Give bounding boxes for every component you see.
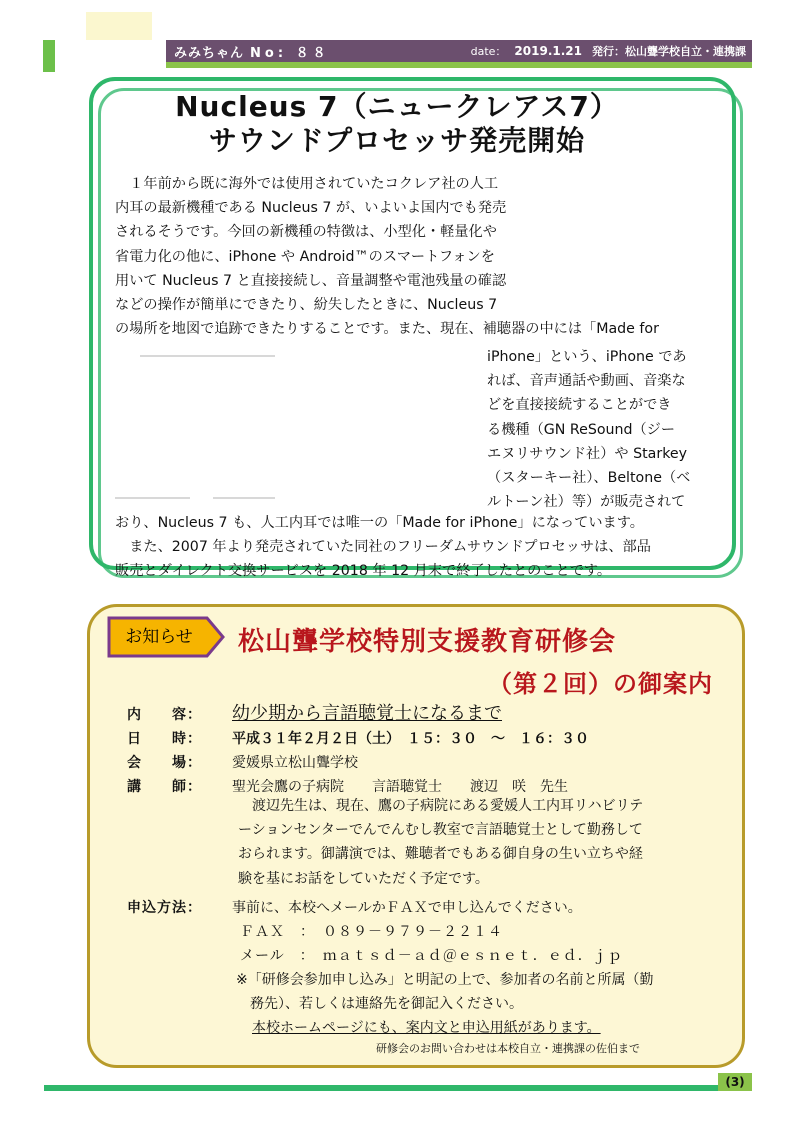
speaker-description	[238, 794, 718, 891]
event-title: 松山聾学校特別支援教育研修会	[238, 627, 617, 657]
article-line: また、2007 年より発売されていた同社のフリーダムサウンドプロセッサは、部品	[115, 539, 651, 556]
article-title-line2: サウンドプロセッサ発売開始	[208, 124, 586, 157]
content-label: 内 容：	[127, 707, 202, 723]
article-line: ルトーン社）等）が販売されて	[487, 494, 686, 511]
issue-number: No: ８８	[250, 45, 330, 61]
desc-line: 験を基にお話をしていただく予定です。	[238, 870, 489, 887]
homepage-note: 本校ホームページにも、案内文と申込用紙があります。	[252, 1020, 601, 1036]
article-wrap-column	[487, 345, 717, 514]
article-line: どを直接接続することができ	[487, 397, 672, 414]
article-line: る機種（GN ReSound（ジー	[487, 421, 676, 438]
issuer: 発行：松山聾学校自立・連携課	[592, 45, 746, 58]
apply-instruction: 事前に、本校へメールかＦＡＸで申し込んでください。	[232, 900, 582, 916]
article-line: 販売とダイレクト交換サービスを 2018 年 12 月末で終了したとのことです。	[115, 563, 612, 580]
header-underline	[166, 62, 752, 68]
article-line: などの操作が簡単にできたり、紛失したときに、Nucleus 7	[115, 297, 498, 314]
notice-tag-label: お知らせ	[125, 627, 193, 647]
note-line1: ※「研修会参加申し込み」と明記の上で、参加者の名前と所属（勤	[236, 972, 654, 988]
date-value: 平成３１年２月２日（土） １５：３０ ～ １６：３０	[232, 731, 589, 747]
article-line: おり、Nucleus 7 も、人工内耳では唯一の「Made for iPhone」になっています。	[115, 515, 644, 531]
image-placeholder	[115, 345, 475, 503]
venue-label: 会 場：	[127, 755, 202, 771]
desc-line: 渡辺先生は、現在、鷹の子病院にある愛媛人工内耳リハビリテ	[238, 798, 644, 814]
article-line: 内耳の最新機種である Nucleus 7 が、いよいよ国内でも発売	[115, 200, 507, 217]
article-line: エヌリサウンド社）や Starkey	[487, 445, 688, 462]
article-body	[115, 172, 721, 341]
issue-date: date： 2019.1.21	[470, 44, 582, 58]
apply-label: 申込方法：	[127, 900, 202, 916]
article-line: 用いて Nucleus 7 と直接接続し、音量調整や電池残量の確認	[115, 272, 507, 289]
email-address[interactable]: メール ： ｍａｔｓｄ－ａｄ＠ｅｓｎｅｔ．ｅｄ．ｊｐ	[240, 948, 623, 964]
article-closing	[115, 511, 725, 584]
contact-note: 研修会のお問い合わせは本校自立・連携課の佐伯まで	[376, 1042, 640, 1055]
event-subtitle: （第２回）の御案内	[488, 670, 713, 698]
article-title-line1: Nucleus 7（ニュークレアス7）	[175, 90, 619, 123]
page-number: (3)	[718, 1073, 752, 1091]
newsletter-title: みみちゃん	[174, 45, 245, 61]
desc-line: ーションセンターでんでんむし教室で言語聴覚士として勤務して	[238, 822, 643, 839]
date-label: 日 時：	[127, 731, 202, 747]
note-line2: 務先）、若しくは連絡先を御記入ください。	[250, 996, 523, 1012]
article-line: iPhone」という、iPhone であ	[487, 349, 687, 365]
header-bar	[166, 40, 752, 62]
speaker-label: 講 師：	[127, 779, 202, 795]
article-line: れば、音声通話や動画、音楽な	[487, 373, 686, 390]
article-line: 省電力化の他に、iPhone や Android™のスマートフォンを	[115, 248, 495, 265]
header-green-block	[43, 40, 55, 72]
desc-line: おられます。御講演では、難聴者でもある御自身の生い立ちや経	[238, 846, 643, 863]
header-decoration	[86, 12, 152, 40]
venue-value: 愛媛県立松山聾学校	[232, 755, 358, 771]
notice-tag	[107, 616, 225, 658]
article-line: （スターキー社）、Beltone（ベ	[487, 470, 691, 487]
footer-bar	[44, 1085, 752, 1091]
article-line: １年前から既に海外では使用されていたコクレア社の人工	[115, 176, 499, 192]
article-line: されるそうです。今回の新機種の特徴は、小型化・軽量化や	[115, 224, 497, 241]
article-line: の場所を地図で追跡できたりすることです。また、現在、補聴器の中には「Made for	[115, 321, 659, 338]
speaker-value: 聖光会鷹の子病院 言語聴覚士 渡辺 咲 先生	[232, 779, 568, 795]
fax-number: ＦＡＸ ： ０８９－９７９－２２１４	[240, 924, 503, 940]
content-value: 幼少期から言語聴覚士になるまで	[232, 703, 502, 724]
